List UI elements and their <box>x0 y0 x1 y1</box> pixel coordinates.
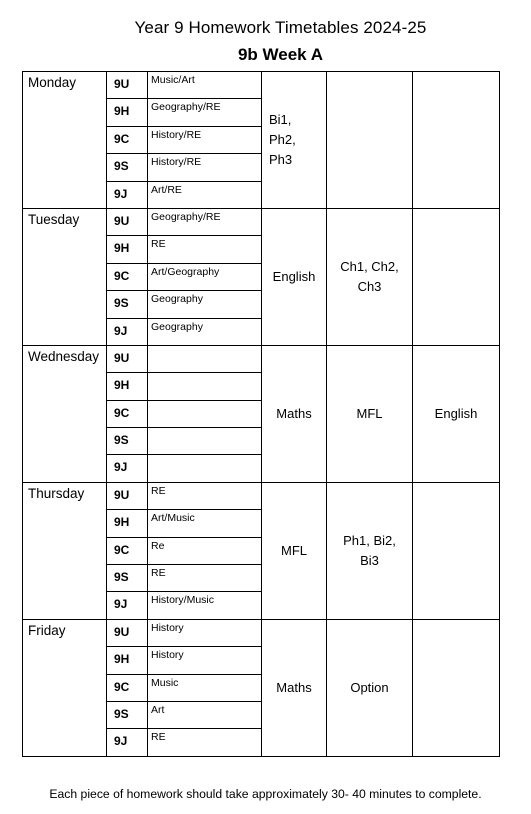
homework-line: MFL <box>281 542 307 558</box>
homework-line: English <box>434 405 478 421</box>
homework-cell-3 <box>413 345 500 482</box>
homework-cell-2 <box>327 345 413 482</box>
page-subtitle: 9b Week A <box>237 45 324 64</box>
homework-cell-1 <box>262 208 327 345</box>
class-cell: 9S <box>107 154 148 181</box>
homework-line: Maths <box>276 405 312 421</box>
class-cell: 9U <box>107 482 148 509</box>
subject-cell: History <box>148 647 262 674</box>
subject-cell <box>148 400 262 427</box>
homework-line: Maths <box>276 679 312 695</box>
subject-cell: Art/Music <box>148 510 262 537</box>
class-cell: 9C <box>107 126 148 153</box>
subject-cell <box>148 455 262 482</box>
homework-cell-1 <box>262 482 327 619</box>
day-cell: Monday <box>23 72 107 209</box>
homework-cell-1 <box>262 619 327 756</box>
subject-cell: RE <box>148 236 262 263</box>
homework-cell-2 <box>327 72 413 209</box>
homework-line: Option <box>350 679 389 695</box>
class-cell: 9S <box>107 701 148 728</box>
table-row <box>23 208 500 235</box>
class-cell: 9H <box>107 373 148 400</box>
subject-cell: Geography <box>148 291 262 318</box>
homework-cell-2 <box>327 482 413 619</box>
subject-cell: History/Music <box>148 592 262 619</box>
subject-cell: Geography <box>148 318 262 345</box>
homework-line: Bi3 <box>360 552 379 568</box>
homework-cell-2 <box>327 619 413 756</box>
subject-cell: Re <box>148 537 262 564</box>
class-cell: 9C <box>107 674 148 701</box>
subject-cell: History/RE <box>148 126 262 153</box>
homework-line: English <box>272 268 316 284</box>
subject-cell <box>148 345 262 372</box>
subject-cell: Art/Geography <box>148 263 262 290</box>
class-cell: 9J <box>107 455 148 482</box>
homework-timetable <box>22 71 500 757</box>
table-row <box>23 345 500 372</box>
class-cell: 9H <box>107 236 148 263</box>
homework-cell-1 <box>262 345 327 482</box>
footer-note: Each piece of homework should take approximately 30- 40 minutes to complete. <box>49 787 482 801</box>
homework-line: MFL <box>356 405 383 421</box>
subject-cell <box>148 373 262 400</box>
class-cell: 9H <box>107 510 148 537</box>
homework-line: Ch1, Ch2, <box>340 258 399 274</box>
class-cell: 9U <box>107 619 148 646</box>
homework-line: Bi1, <box>269 111 292 127</box>
homework-line: Ph2, <box>269 131 296 147</box>
subject-cell: RE <box>148 729 262 756</box>
homework-line: Ch3 <box>357 278 382 294</box>
class-cell: 9U <box>107 72 148 99</box>
homework-line: Ph1, Bi2, <box>343 532 396 548</box>
subject-cell: Geography/RE <box>148 99 262 126</box>
class-cell: 9S <box>107 565 148 592</box>
subject-cell: Art/RE <box>148 181 262 208</box>
subject-cell: Music/Art <box>148 72 262 99</box>
homework-cell-2 <box>327 208 413 345</box>
homework-cell-3 <box>413 482 500 619</box>
class-cell: 9U <box>107 208 148 235</box>
homework-cell-3 <box>413 72 500 209</box>
class-cell: 9S <box>107 291 148 318</box>
class-cell: 9J <box>107 592 148 619</box>
subject-cell: Art <box>148 701 262 728</box>
subject-cell: RE <box>148 482 262 509</box>
subject-cell: History <box>148 619 262 646</box>
day-cell: Tuesday <box>23 208 107 345</box>
class-cell: 9H <box>107 647 148 674</box>
subject-cell: History/RE <box>148 154 262 181</box>
timetable-body <box>23 72 500 757</box>
homework-cell-3 <box>413 208 500 345</box>
homework-cell-1 <box>262 72 327 209</box>
day-cell: Thursday <box>23 482 107 619</box>
subject-cell: Geography/RE <box>148 208 262 235</box>
class-cell: 9C <box>107 400 148 427</box>
day-cell: Wednesday <box>23 345 107 482</box>
class-cell: 9J <box>107 318 148 345</box>
subject-cell: Music <box>148 674 262 701</box>
table-row <box>23 619 500 646</box>
day-cell: Friday <box>23 619 107 756</box>
class-cell: 9C <box>107 263 148 290</box>
class-cell: 9S <box>107 428 148 455</box>
class-cell: 9U <box>107 345 148 372</box>
class-cell: 9J <box>107 729 148 756</box>
table-row <box>23 482 500 509</box>
class-cell: 9H <box>107 99 148 126</box>
table-row <box>23 72 500 99</box>
homework-line: Ph3 <box>269 151 293 167</box>
subject-cell <box>148 428 262 455</box>
class-cell: 9J <box>107 181 148 208</box>
page-title: Year 9 Homework Timetables 2024-25 <box>134 18 427 37</box>
subject-cell: RE <box>148 565 262 592</box>
homework-cell-3 <box>413 619 500 756</box>
class-cell: 9C <box>107 537 148 564</box>
